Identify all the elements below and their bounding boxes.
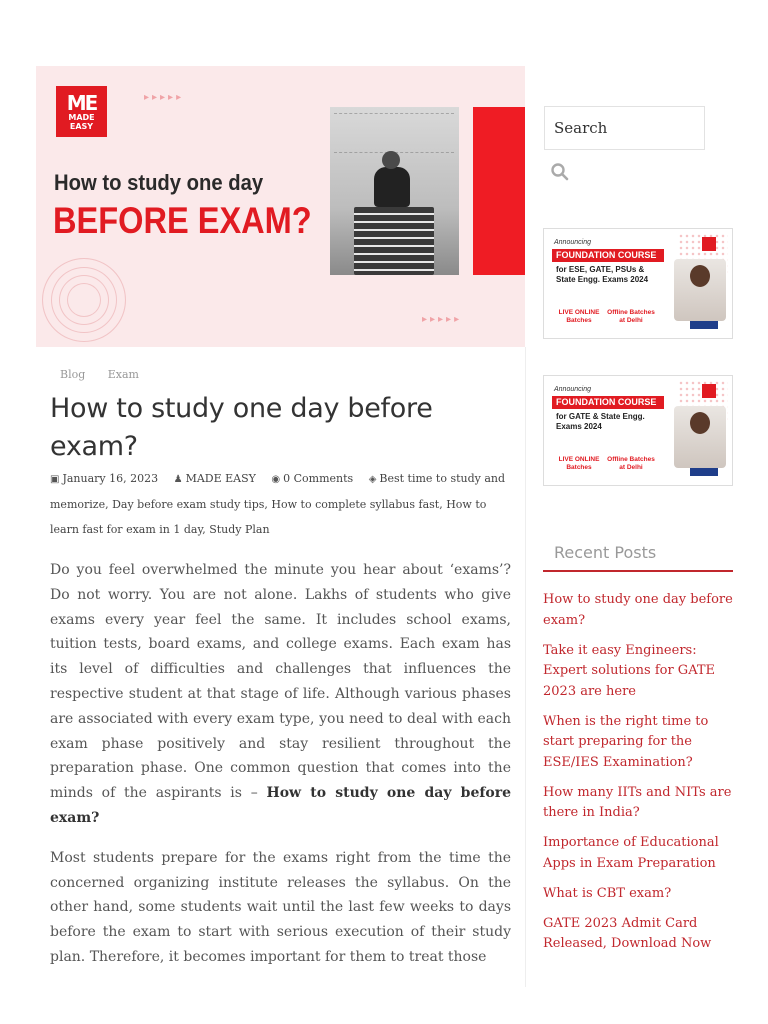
search-button[interactable] xyxy=(550,162,572,184)
logo-mark: ME xyxy=(66,90,97,115)
post-content xyxy=(50,558,511,985)
doodle-sketch xyxy=(334,113,454,153)
ad-course-title: FOUNDATION COURSE xyxy=(552,249,664,262)
post-meta: ▣ January 16, 2023 ♟ MADE EASY ◉ 0 Comments ◈ Best time to study and memorize, Day before exam study tips, How to complete syllabus fast, How to learn fast for exam in 1 day, Study Plan xyxy=(50,472,506,536)
search-input[interactable]: Search xyxy=(544,106,705,150)
recent-post-link[interactable]: Take it easy Engineers: Expert solutions for GATE 2023 are here xyxy=(543,642,716,699)
post-title: How to study one day before exam? xyxy=(50,393,433,462)
post-comments[interactable]: 0 Comments xyxy=(283,472,354,485)
recent-posts-underline xyxy=(543,570,733,572)
column-divider xyxy=(525,347,526,987)
tag-link[interactable]: Day before exam study tips xyxy=(112,498,265,511)
recent-post-link[interactable]: When is the right time to start preparing for the ESE/IES Examination? xyxy=(543,713,709,770)
ad-offline-batches: Offline Batches at Delhi xyxy=(607,456,655,471)
ad-student-photo xyxy=(674,259,726,321)
ad-live-online: LIVE ONLINE Batches xyxy=(558,309,600,324)
ad-banner-gate[interactable] xyxy=(543,375,733,486)
hero-headline-line2: BEFORE EXAM? xyxy=(53,200,312,241)
arrow-decoration-top: ▸▸▸▸▸ xyxy=(144,92,185,103)
comment-icon: ◉ xyxy=(271,474,281,485)
ad-enroll-button xyxy=(690,468,718,476)
made-easy-mini-logo xyxy=(702,237,716,251)
ad-course-title: FOUNDATION COURSE xyxy=(552,396,664,409)
recent-post-link[interactable]: How many IITs and NITs are there in India? xyxy=(543,784,732,820)
ad-course-sub: for GATE & State Engg. Exams 2024 xyxy=(556,412,645,431)
hero-headline-line1: How to study one day xyxy=(54,170,264,195)
featured-image xyxy=(36,66,525,347)
student-head xyxy=(382,151,400,169)
recent-post-link[interactable]: What is CBT exam? xyxy=(543,885,672,901)
calendar-icon: ▣ xyxy=(50,474,60,485)
book-stack xyxy=(354,207,434,275)
recent-posts-heading: Recent Posts xyxy=(554,543,657,562)
tag-link[interactable]: Study Plan xyxy=(209,523,270,536)
ad-announcing: Announcing xyxy=(554,386,591,393)
student-photo xyxy=(330,107,459,275)
post-author[interactable]: MADE EASY xyxy=(185,472,256,485)
ad-announcing: Announcing xyxy=(554,239,591,246)
post-date[interactable]: January 16, 2023 xyxy=(62,472,159,485)
ad-live-online: LIVE ONLINE Batches xyxy=(558,456,600,471)
ad-student-photo xyxy=(674,406,726,468)
red-accent-bar xyxy=(473,107,525,275)
paragraph-bold: How to study one day before exam? xyxy=(50,785,511,826)
made-easy-logo xyxy=(56,86,107,137)
ad-enroll-button xyxy=(690,321,718,329)
recent-post-link[interactable]: Importance of Educational Apps in Exam Preparation xyxy=(543,835,719,871)
ad-banner-ese-gate[interactable] xyxy=(543,228,733,339)
user-icon: ♟ xyxy=(173,474,183,485)
category-link-blog[interactable]: Blog xyxy=(60,368,86,381)
paragraph xyxy=(50,558,511,831)
recent-post-link[interactable]: GATE 2023 Admit Card Released, Download Now xyxy=(543,915,712,951)
paragraph-text: Do you feel overwhelmed the minute you hear about ‘exams’? Do not worry. You are not alone. Lakhs of students who give exams every year feel the same. It includes school exams, tuition tests, board exams, and college exams. Each exam has its level of difficulties and challenges that influences the respective student at that stage of life. Although various phases are associated with every exam type, you need to deal with each exam phase positively and stay resilient throughout the preparation phase. One common question that comes into the minds of the aspirants is – xyxy=(50,562,511,802)
category-link-exam[interactable]: Exam xyxy=(107,368,139,381)
tag-link[interactable]: How to complete syllabus fast xyxy=(271,498,440,511)
student-figure xyxy=(374,167,410,207)
tag-link[interactable]: Best time to study and memorize xyxy=(50,472,506,511)
tags-icon: ◈ xyxy=(368,474,377,485)
logo-text: MADE EASY xyxy=(68,112,95,131)
paragraph: Most students prepare for the exams right from the time the concerned organizing institute releases the syllabus. On the other hand, some students wait until the last few weeks to days before the exam to start with serious execution of their study plan. Therefore, it becomes important for them to treat those xyxy=(50,849,511,965)
recent-posts-list xyxy=(543,590,738,964)
circle-decoration xyxy=(42,258,126,342)
search-icon xyxy=(550,162,570,182)
made-easy-mini-logo xyxy=(702,384,716,398)
ad-course-sub: for ESE, GATE, PSUs & State Engg. Exams 2024 xyxy=(556,265,649,284)
ad-offline-batches: Offline Batches at Delhi xyxy=(607,309,655,324)
recent-post-link[interactable]: How to study one day before exam? xyxy=(543,592,733,628)
arrow-decoration-bottom: ▸▸▸▸▸ xyxy=(422,314,463,325)
post-categories xyxy=(60,368,158,381)
tag-link[interactable]: How to learn fast for exam in 1 day xyxy=(50,498,487,536)
